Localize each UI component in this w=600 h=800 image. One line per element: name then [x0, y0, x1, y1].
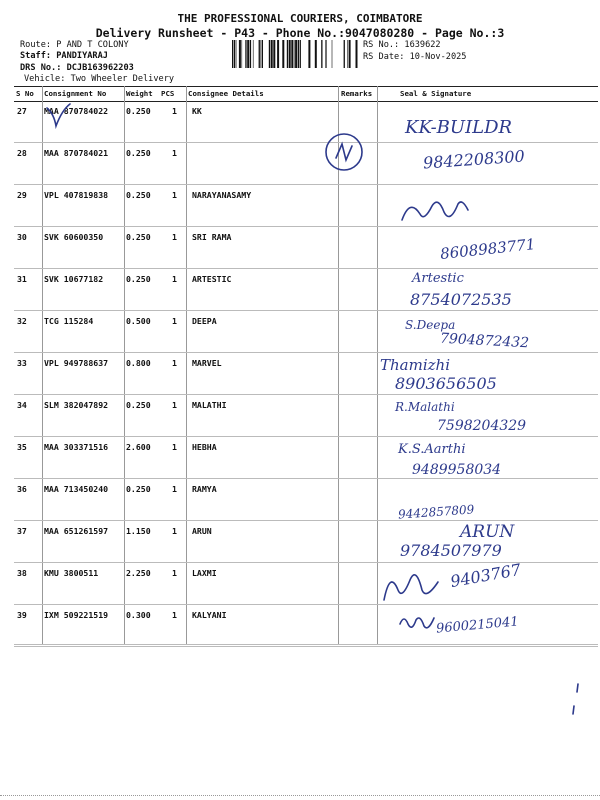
cell-consignee: LAXMI — [192, 568, 217, 578]
signature-deepa: S.Deepa — [405, 318, 456, 332]
rs-date: RS Date: 10-Nov-2025 — [363, 52, 467, 62]
table-row — [14, 184, 598, 227]
barcode-bar — [315, 40, 317, 68]
barcode-bar — [232, 40, 233, 68]
barcode-bar — [300, 40, 301, 68]
rs-number: RS No.: 1639622 — [363, 40, 441, 50]
barcode-bar — [325, 40, 326, 68]
cell-consignment: KMU 3800511 — [44, 568, 99, 578]
cell-pcs: 1 — [172, 232, 177, 242]
cell-consignment: MAA 303371516 — [44, 442, 109, 452]
signature-hebha: K.S.Aarthi — [398, 442, 466, 457]
cell-sno: 27 — [17, 106, 27, 116]
cell-weight: 1.150 — [126, 526, 151, 536]
barcode-bar — [259, 40, 260, 68]
cell-sno: 28 — [17, 148, 27, 158]
col-consignment: Consignment No — [44, 89, 107, 98]
cell-pcs: 1 — [172, 526, 177, 536]
signature-arun: ARUN — [460, 522, 515, 542]
scribble-signature-icon — [380, 560, 450, 606]
cell-consignee: ARUN — [192, 526, 212, 536]
phone-31: 8754072535 — [410, 290, 512, 309]
cell-weight: 0.250 — [126, 148, 151, 158]
cell-pcs: 1 — [172, 274, 177, 284]
barcode-bar — [271, 40, 273, 68]
barcode-bar — [236, 40, 237, 68]
cell-sno: 38 — [17, 568, 27, 578]
runsheet-title: Delivery Runsheet - P43 - Phone No.:9047080280 - Page No.:3 — [95, 26, 505, 40]
cell-pcs: 1 — [172, 316, 177, 326]
stamp-circle-icon — [320, 128, 368, 178]
cell-consignee: KALYANI — [192, 610, 227, 620]
company-title: THE PROFESSIONAL COURIERS, COIMBATORE — [177, 12, 423, 25]
cell-weight: 0.250 — [126, 190, 151, 200]
cell-sno: 29 — [17, 190, 27, 200]
col-consignee: Consignee Details — [188, 89, 264, 98]
barcode-bar — [250, 40, 251, 68]
cell-consignee: KK — [192, 106, 202, 116]
cell-pcs: 1 — [172, 358, 177, 368]
cell-consignee: ARTESTIC — [192, 274, 232, 284]
phone-35: 9489958034 — [412, 462, 502, 478]
cell-pcs: 1 — [172, 442, 177, 452]
barcode-bar — [269, 40, 270, 68]
barcode-bar — [287, 40, 288, 68]
barcode-bar — [291, 40, 293, 68]
phone-37: 9784507979 — [400, 541, 502, 560]
cell-pcs: 1 — [172, 190, 177, 200]
cell-sno: 34 — [17, 400, 27, 410]
barcode-bar — [234, 40, 235, 68]
cell-consignee: HEBHA — [192, 442, 217, 452]
vehicle-label: Vehicle: Two Wheeler Delivery — [24, 74, 175, 84]
col-remarks: Remarks — [341, 89, 373, 98]
cell-weight: 0.250 — [126, 274, 151, 284]
cell-pcs: 1 — [172, 106, 177, 116]
cell-pcs: 1 — [172, 484, 177, 494]
cell-consignment: MAA 870784022 — [44, 106, 109, 116]
phone-32: 7904872432 — [439, 330, 530, 352]
cell-consignment: VPL 407819838 — [44, 190, 109, 200]
barcode-bar — [347, 40, 348, 68]
signature-artestic: Artestic — [412, 271, 464, 286]
barcode-bar — [344, 40, 345, 68]
barcode — [232, 40, 360, 68]
barcode-bar — [295, 40, 297, 68]
phone-33: 8903656505 — [395, 374, 497, 393]
barcode-bar — [273, 40, 275, 68]
barcode-bar — [253, 40, 254, 68]
barcode-bar — [349, 40, 351, 68]
cell-sno: 30 — [17, 232, 27, 242]
cell-weight: 0.250 — [126, 106, 151, 116]
tick-mark-icon — [44, 100, 74, 130]
cell-consignment: SVK 60600350 — [44, 232, 104, 242]
cell-consignment: MAA 713450240 — [44, 484, 109, 494]
cell-sno: 32 — [17, 316, 27, 326]
scribble-signature-icon — [398, 192, 478, 228]
cell-pcs: 1 — [172, 148, 177, 158]
cell-consignee: SRI RAMA — [192, 232, 232, 242]
cell-weight: 0.250 — [126, 484, 151, 494]
cell-pcs: 1 — [172, 610, 177, 620]
phone-39: 9600215041 — [435, 614, 520, 637]
cell-consignment: MAA 870784021 — [44, 148, 109, 158]
cell-weight: 0.800 — [126, 358, 151, 368]
col-seal: Seal & Signature — [400, 89, 472, 98]
scribble-signature-icon — [398, 610, 438, 634]
cell-sno: 37 — [17, 526, 27, 536]
cell-consignee: DEEPA — [192, 316, 217, 326]
cell-weight: 0.500 — [126, 316, 151, 326]
cell-consignment: TCG 115284 — [44, 316, 94, 326]
phone-38: 9403767 — [448, 559, 523, 592]
staff-label: Staff: PANDIYARAJ — [20, 51, 108, 61]
col-pcs: PCS — [161, 89, 175, 98]
barcode-bar — [308, 40, 310, 68]
barcode-bar — [332, 40, 333, 68]
cell-pcs: 1 — [172, 568, 177, 578]
phone-30: 8608983771 — [439, 235, 537, 263]
barcode-bar — [298, 40, 299, 68]
cell-pcs: 1 — [172, 400, 177, 410]
table-row — [14, 352, 598, 395]
barcode-bar — [294, 40, 295, 68]
col-sno: S No — [16, 89, 34, 98]
cell-sno: 33 — [17, 358, 27, 368]
barcode-bar — [277, 40, 279, 68]
barcode-bar — [239, 40, 241, 68]
signature-kk: KK-BUILDR — [405, 117, 513, 138]
cell-weight: 0.300 — [126, 610, 151, 620]
cell-weight: 2.600 — [126, 442, 151, 452]
table-row — [14, 436, 598, 479]
barcode-bar — [321, 40, 322, 68]
barcode-bar — [242, 40, 243, 68]
cell-sno: 39 — [17, 610, 27, 620]
cell-weight: 0.250 — [126, 400, 151, 410]
phone-36: 9442857809 — [397, 502, 475, 522]
barcode-bar — [262, 40, 263, 68]
cell-consignment: SVK 10677182 — [44, 274, 104, 284]
route-label: Route: P AND T COLONY — [20, 40, 129, 50]
cell-sno: 31 — [17, 274, 27, 284]
cell-sno: 36 — [17, 484, 27, 494]
phone-34: 7598204329 — [437, 418, 527, 434]
cell-consignment: MAA 651261597 — [44, 526, 109, 536]
pen-mark-icon — [566, 680, 586, 720]
barcode-bar — [261, 40, 262, 68]
barcode-bar — [356, 40, 358, 68]
cell-consignment: SLM 382047892 — [44, 400, 109, 410]
cell-consignee: RAMYA — [192, 484, 217, 494]
barcode-bar — [282, 40, 284, 68]
barcode-bar — [289, 40, 291, 68]
drs-number: DRS No.: DCJB163962203 — [20, 63, 134, 73]
barcode-bar — [245, 40, 246, 68]
table-bottom-line — [14, 644, 598, 645]
cell-consignment: IXM 509221519 — [44, 610, 109, 620]
phone-28: 9842208300 — [422, 146, 526, 173]
cell-consignee: MARVEL — [192, 358, 222, 368]
page-footer-line — [0, 795, 600, 796]
cell-consignee: MALATHI — [192, 400, 227, 410]
signature-malathi: R.Malathi — [395, 400, 455, 414]
signature-marvel: Thamizhi — [380, 356, 450, 374]
barcode-bar — [247, 40, 249, 68]
cell-weight: 0.250 — [126, 232, 151, 242]
cell-consignee: NARAYANASAMY — [192, 190, 252, 200]
cell-consignment: VPL 949788637 — [44, 358, 109, 368]
cell-weight: 2.250 — [126, 568, 151, 578]
barcode-bar — [326, 40, 327, 68]
cell-sno: 35 — [17, 442, 27, 452]
col-weight: Weight — [126, 89, 153, 98]
table-row — [14, 478, 598, 521]
